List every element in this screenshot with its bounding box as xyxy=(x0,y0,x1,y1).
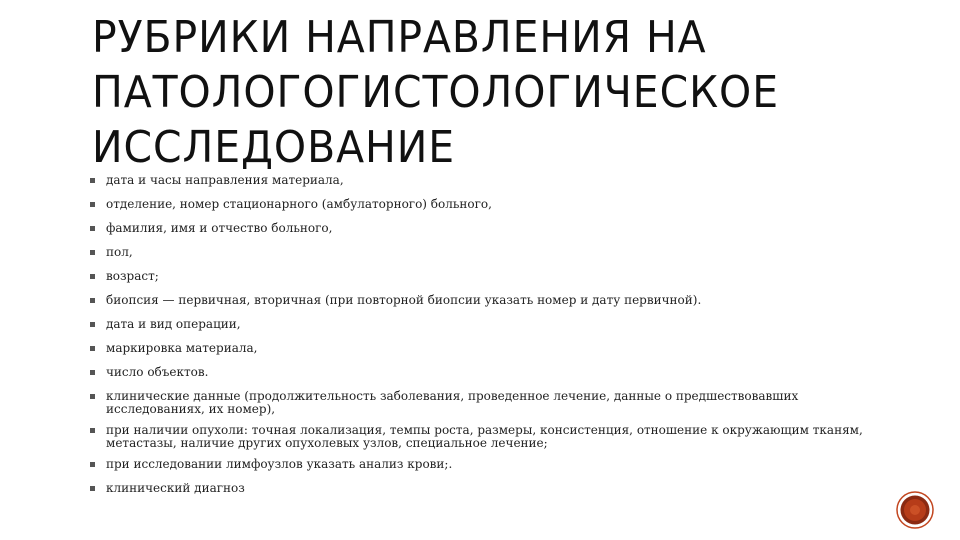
square-bullet-icon xyxy=(90,226,95,231)
list-item: фамилия, имя и отчество больного, xyxy=(90,222,870,235)
list-item: возраст; xyxy=(90,270,870,283)
list-item: клинический диагноз xyxy=(90,482,870,495)
list-item: биопсия — первичная, вторичная (при повторной биопсии указать номер и дату первичной). xyxy=(90,294,870,307)
list-item: дата и вид операции, xyxy=(90,318,870,331)
square-bullet-icon xyxy=(90,486,95,491)
round-seal-logo-icon xyxy=(896,491,934,529)
square-bullet-icon xyxy=(90,394,95,399)
list-item: отделение, номер стационарного (амбулаторного) больного, xyxy=(90,198,870,211)
square-bullet-icon xyxy=(90,298,95,303)
square-bullet-icon xyxy=(90,370,95,375)
square-bullet-icon xyxy=(90,322,95,327)
list-item: дата и часы направления материала, xyxy=(90,174,870,187)
square-bullet-icon xyxy=(90,250,95,255)
list-item: при наличии опухоли: точная локализация, темпы роста, размеры, консистенция, отношение к окружающим тканям, метастазы, наличие других опухолевых узлов, специальное лечение; xyxy=(90,424,870,450)
list-item: число объектов. xyxy=(90,366,870,379)
list-item: маркировка материала, xyxy=(90,342,870,355)
square-bullet-icon xyxy=(90,202,95,207)
square-bullet-icon xyxy=(90,462,95,467)
square-bullet-icon xyxy=(90,274,95,279)
list-item: клинические данные (продолжительность заболевания, проведенное лечение, данные о предшествовавших исследованиях, их номер), xyxy=(90,390,870,416)
list-item: при исследовании лимфоузлов указать анализ крови;. xyxy=(90,458,870,471)
slide-title: РУБРИКИ НАПРАВЛЕНИЯ НА ПАТОЛОГОГИСТОЛОГИЧЕСКОЕ ИССЛЕДОВАНИЕ xyxy=(92,12,779,173)
bullet-list xyxy=(90,174,870,506)
square-bullet-icon xyxy=(90,428,95,433)
list-item: пол, xyxy=(90,246,870,259)
square-bullet-icon xyxy=(90,346,95,351)
square-bullet-icon xyxy=(90,178,95,183)
